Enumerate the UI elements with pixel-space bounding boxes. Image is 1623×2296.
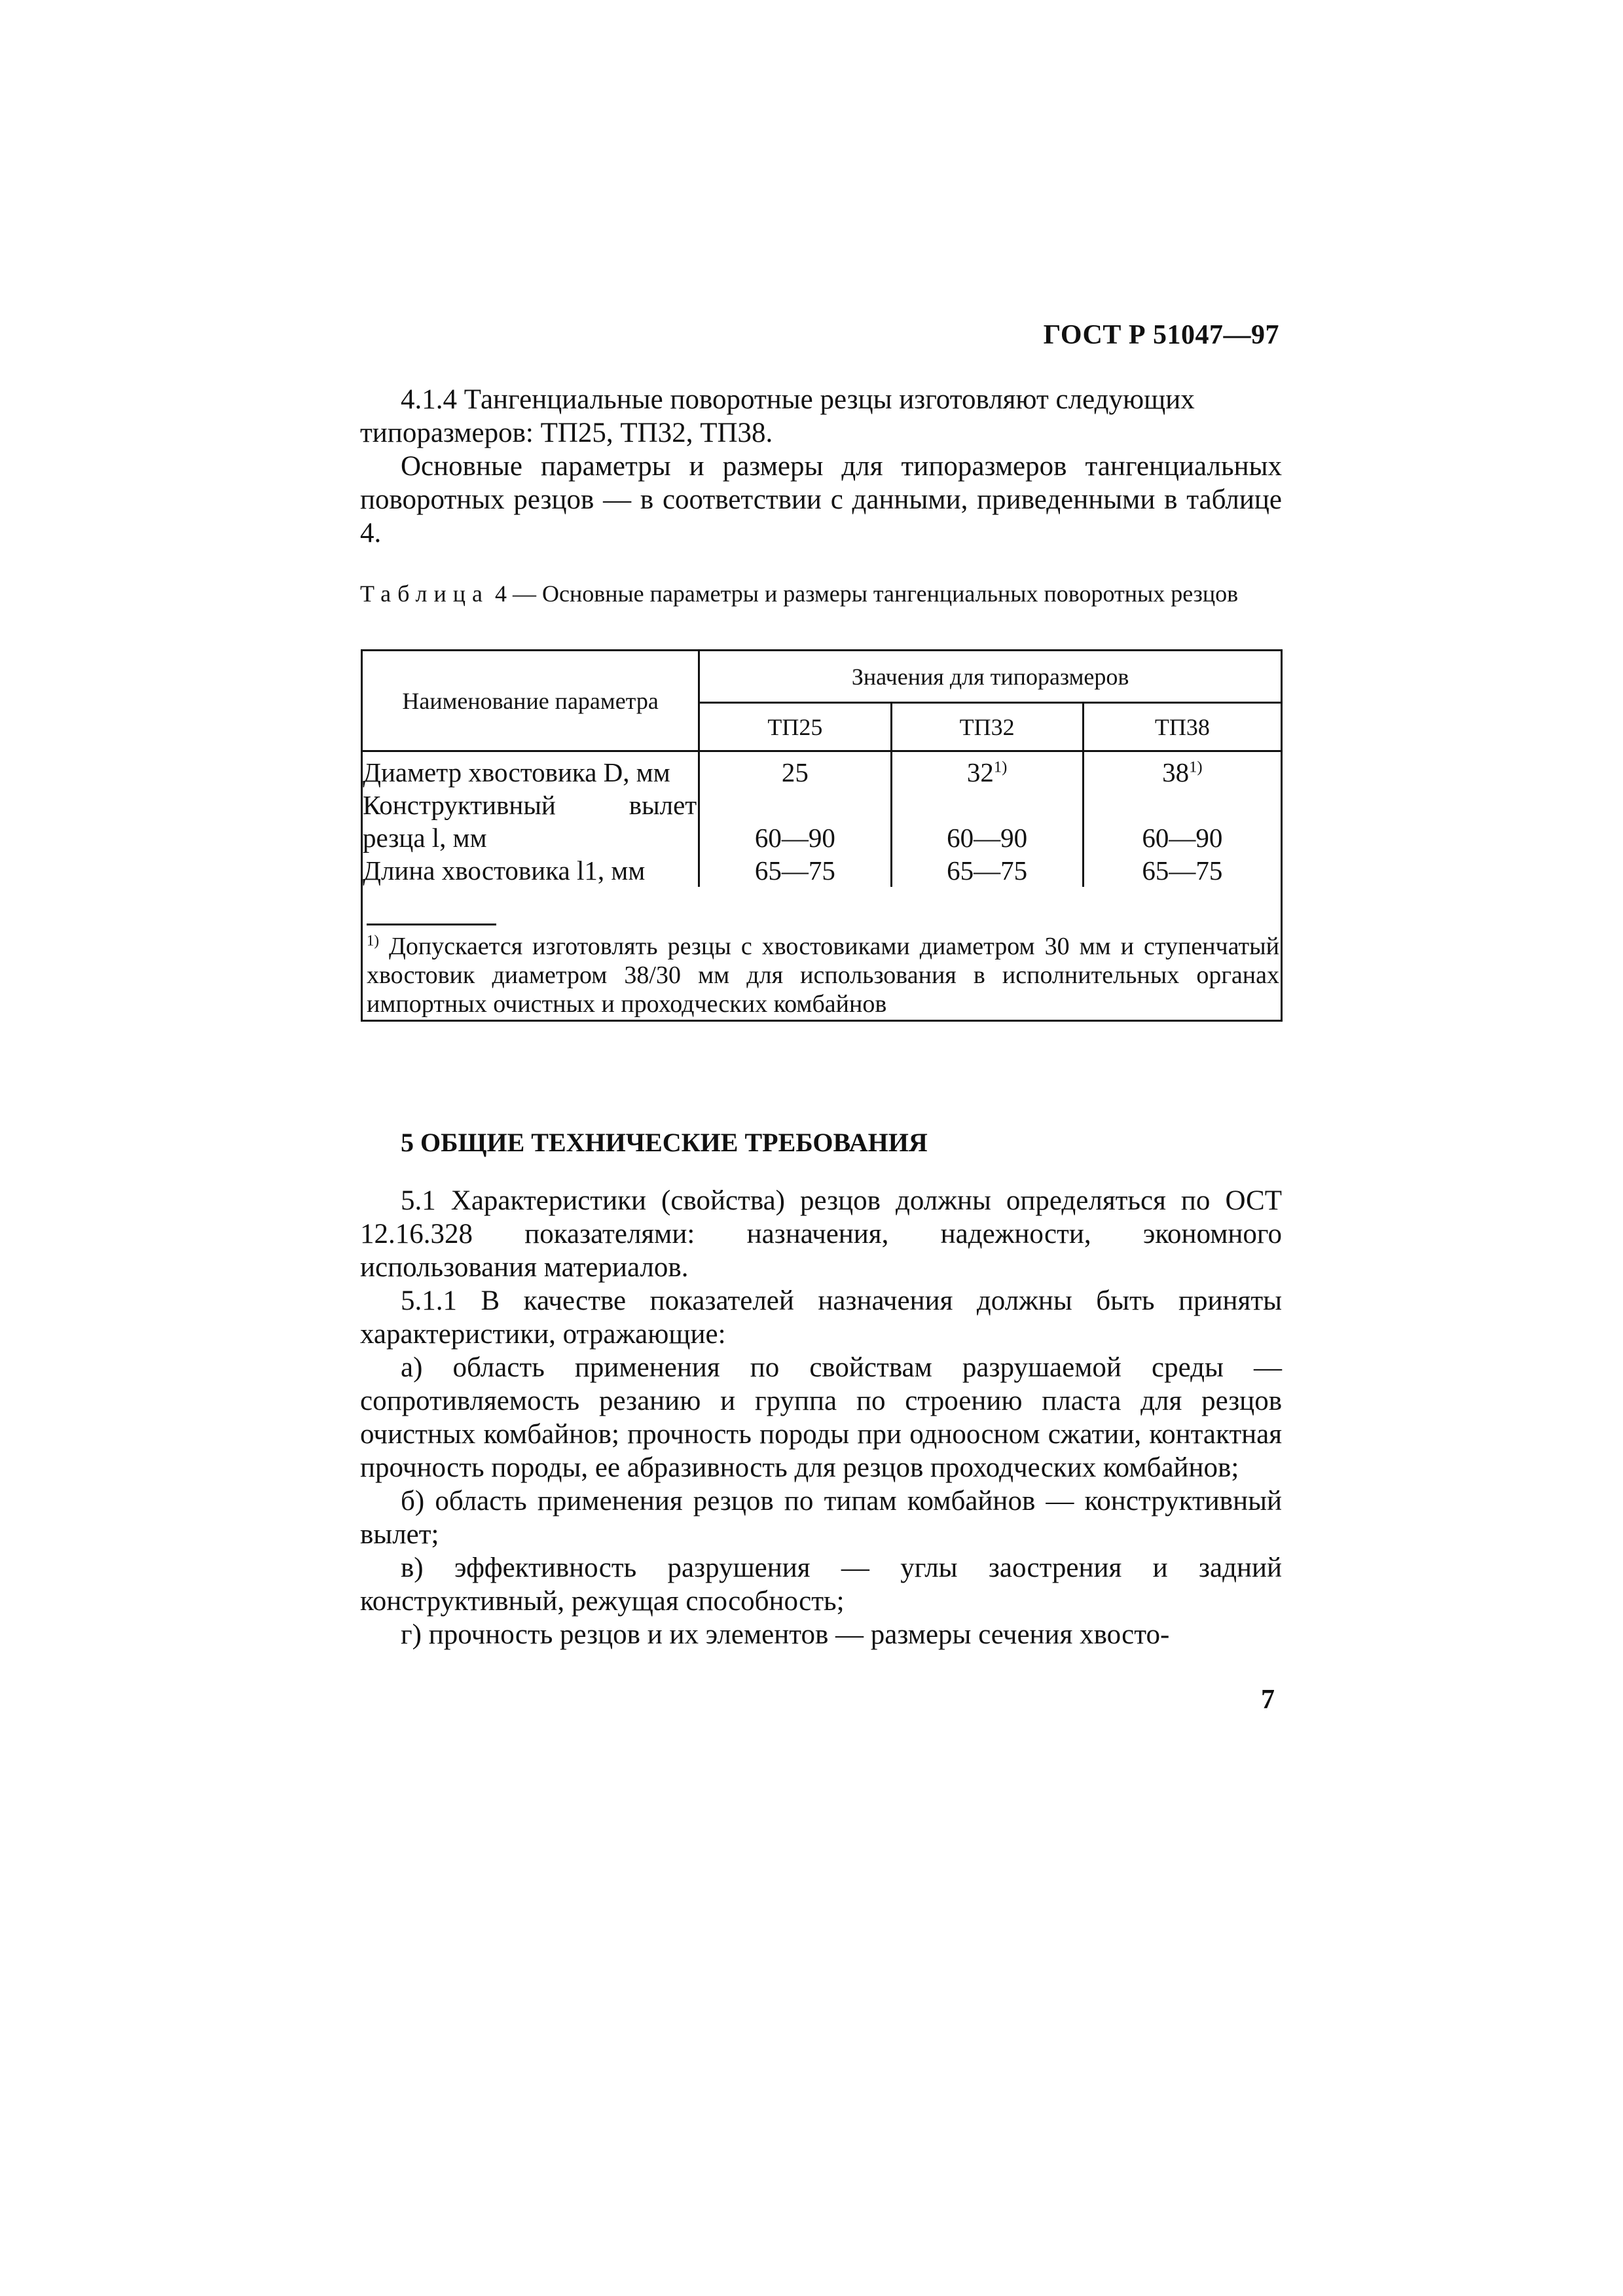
cell-value: 65—75 (1083, 854, 1281, 887)
row-name: Длина хвостовика l1, мм (362, 854, 699, 887)
paragraph-5-1-1: 5.1.1 В качестве показателей назначения должны быть приняты характеристики, отражающие: (360, 1285, 1282, 1350)
cell-value: 60—90 (699, 789, 891, 854)
table-caption-label: Таблица (360, 581, 489, 607)
cell-value: 25 (699, 751, 891, 789)
list-item-b: б) область применения резцов по типам комбайнов — конструктивный вылет; (360, 1486, 1282, 1550)
column-header-size: ТП25 (699, 703, 891, 751)
footnote-ref: 1) (1189, 758, 1203, 776)
table-row (362, 854, 1282, 887)
cell-value: 60—90 (1083, 789, 1281, 854)
table-row (362, 789, 1282, 854)
footnote-ref: 1) (993, 758, 1008, 776)
page-number: 7 (1261, 1685, 1275, 1715)
footnote-text: Допускается изготовлять резцы с хвостовиками диаметром 30 мм и ступенчатый хвостовик диаметром 38/30 мм для использования в исполнительных органах импортных очистных и проходческих комбайнов (367, 933, 1279, 1018)
section-title: 5 ОБЩИЕ ТЕХНИЧЕСКИЕ ТРЕБОВАНИЯ (401, 1128, 928, 1157)
footnote-mark: 1) (367, 932, 379, 949)
paragraph-5-1: 5.1 Характеристики (свойства) резцов должны определяться по ОСТ 12.16.328 показателями: назначения, надежности, экономного использования материалов. (360, 1185, 1282, 1283)
table-footnote (362, 921, 1282, 1021)
list-item-a: а) область применения по свойствам разрушаемой среды — сопротивляемость резанию и группа по строению пласта для резцов очистных комбайнов; прочность породы при одноосном сжатии, контактная прочность породы, ее абразивность для резцов проходческих комбайнов; (360, 1352, 1282, 1483)
section-5 (360, 1127, 1282, 1651)
list-item-v: в) эффективность разрушения — углы заострения и задний конструктивный, режущая способность; (360, 1552, 1282, 1617)
cell-value: 65—75 (699, 854, 891, 887)
cell-value: 32$^{1)}$ (891, 751, 1083, 789)
footnote-divider (367, 924, 496, 925)
cell-value: 38$^{1)}$ (1083, 751, 1281, 789)
table-caption-text: 4 — Основные параметры и размеры тангенциальных поворотных резцов (488, 581, 1239, 607)
row-name: Диаметр хвостовика D, мм (362, 751, 699, 789)
cell-value: 60—90 (891, 789, 1083, 854)
document-header: ГОСТ Р 51047—97 (1043, 320, 1279, 350)
table-row (362, 751, 1282, 789)
column-header-parameter: Наименование параметра (362, 651, 699, 751)
table-caption (360, 580, 1282, 608)
column-header-values: Значения для типоразмеров (699, 651, 1282, 703)
paragraph-line: 4.1.4 Тангенциальные поворотные резцы изготовляют следующих (401, 384, 1195, 415)
paragraph-4-1-4 (360, 383, 1282, 550)
list-item-g: г) прочность резцов и их элементов — размеры сечения хвосто- (401, 1619, 1170, 1650)
paragraph-main-parameters: Основные параметры и размеры для типоразмеров тангенциальных поворотных резцов — в соответствии с данными, приведенными в таблице 4. (360, 451, 1282, 548)
row-name: Конструктивный вылет резца l, мм (362, 789, 699, 854)
table-4 (361, 649, 1283, 1022)
cell-value: 65—75 (891, 854, 1083, 887)
column-header-size: ТП38 (1083, 703, 1281, 751)
paragraph-line: типоразмеров: ТП25, ТП32, ТП38. (360, 418, 773, 448)
column-header-size: ТП32 (891, 703, 1083, 751)
